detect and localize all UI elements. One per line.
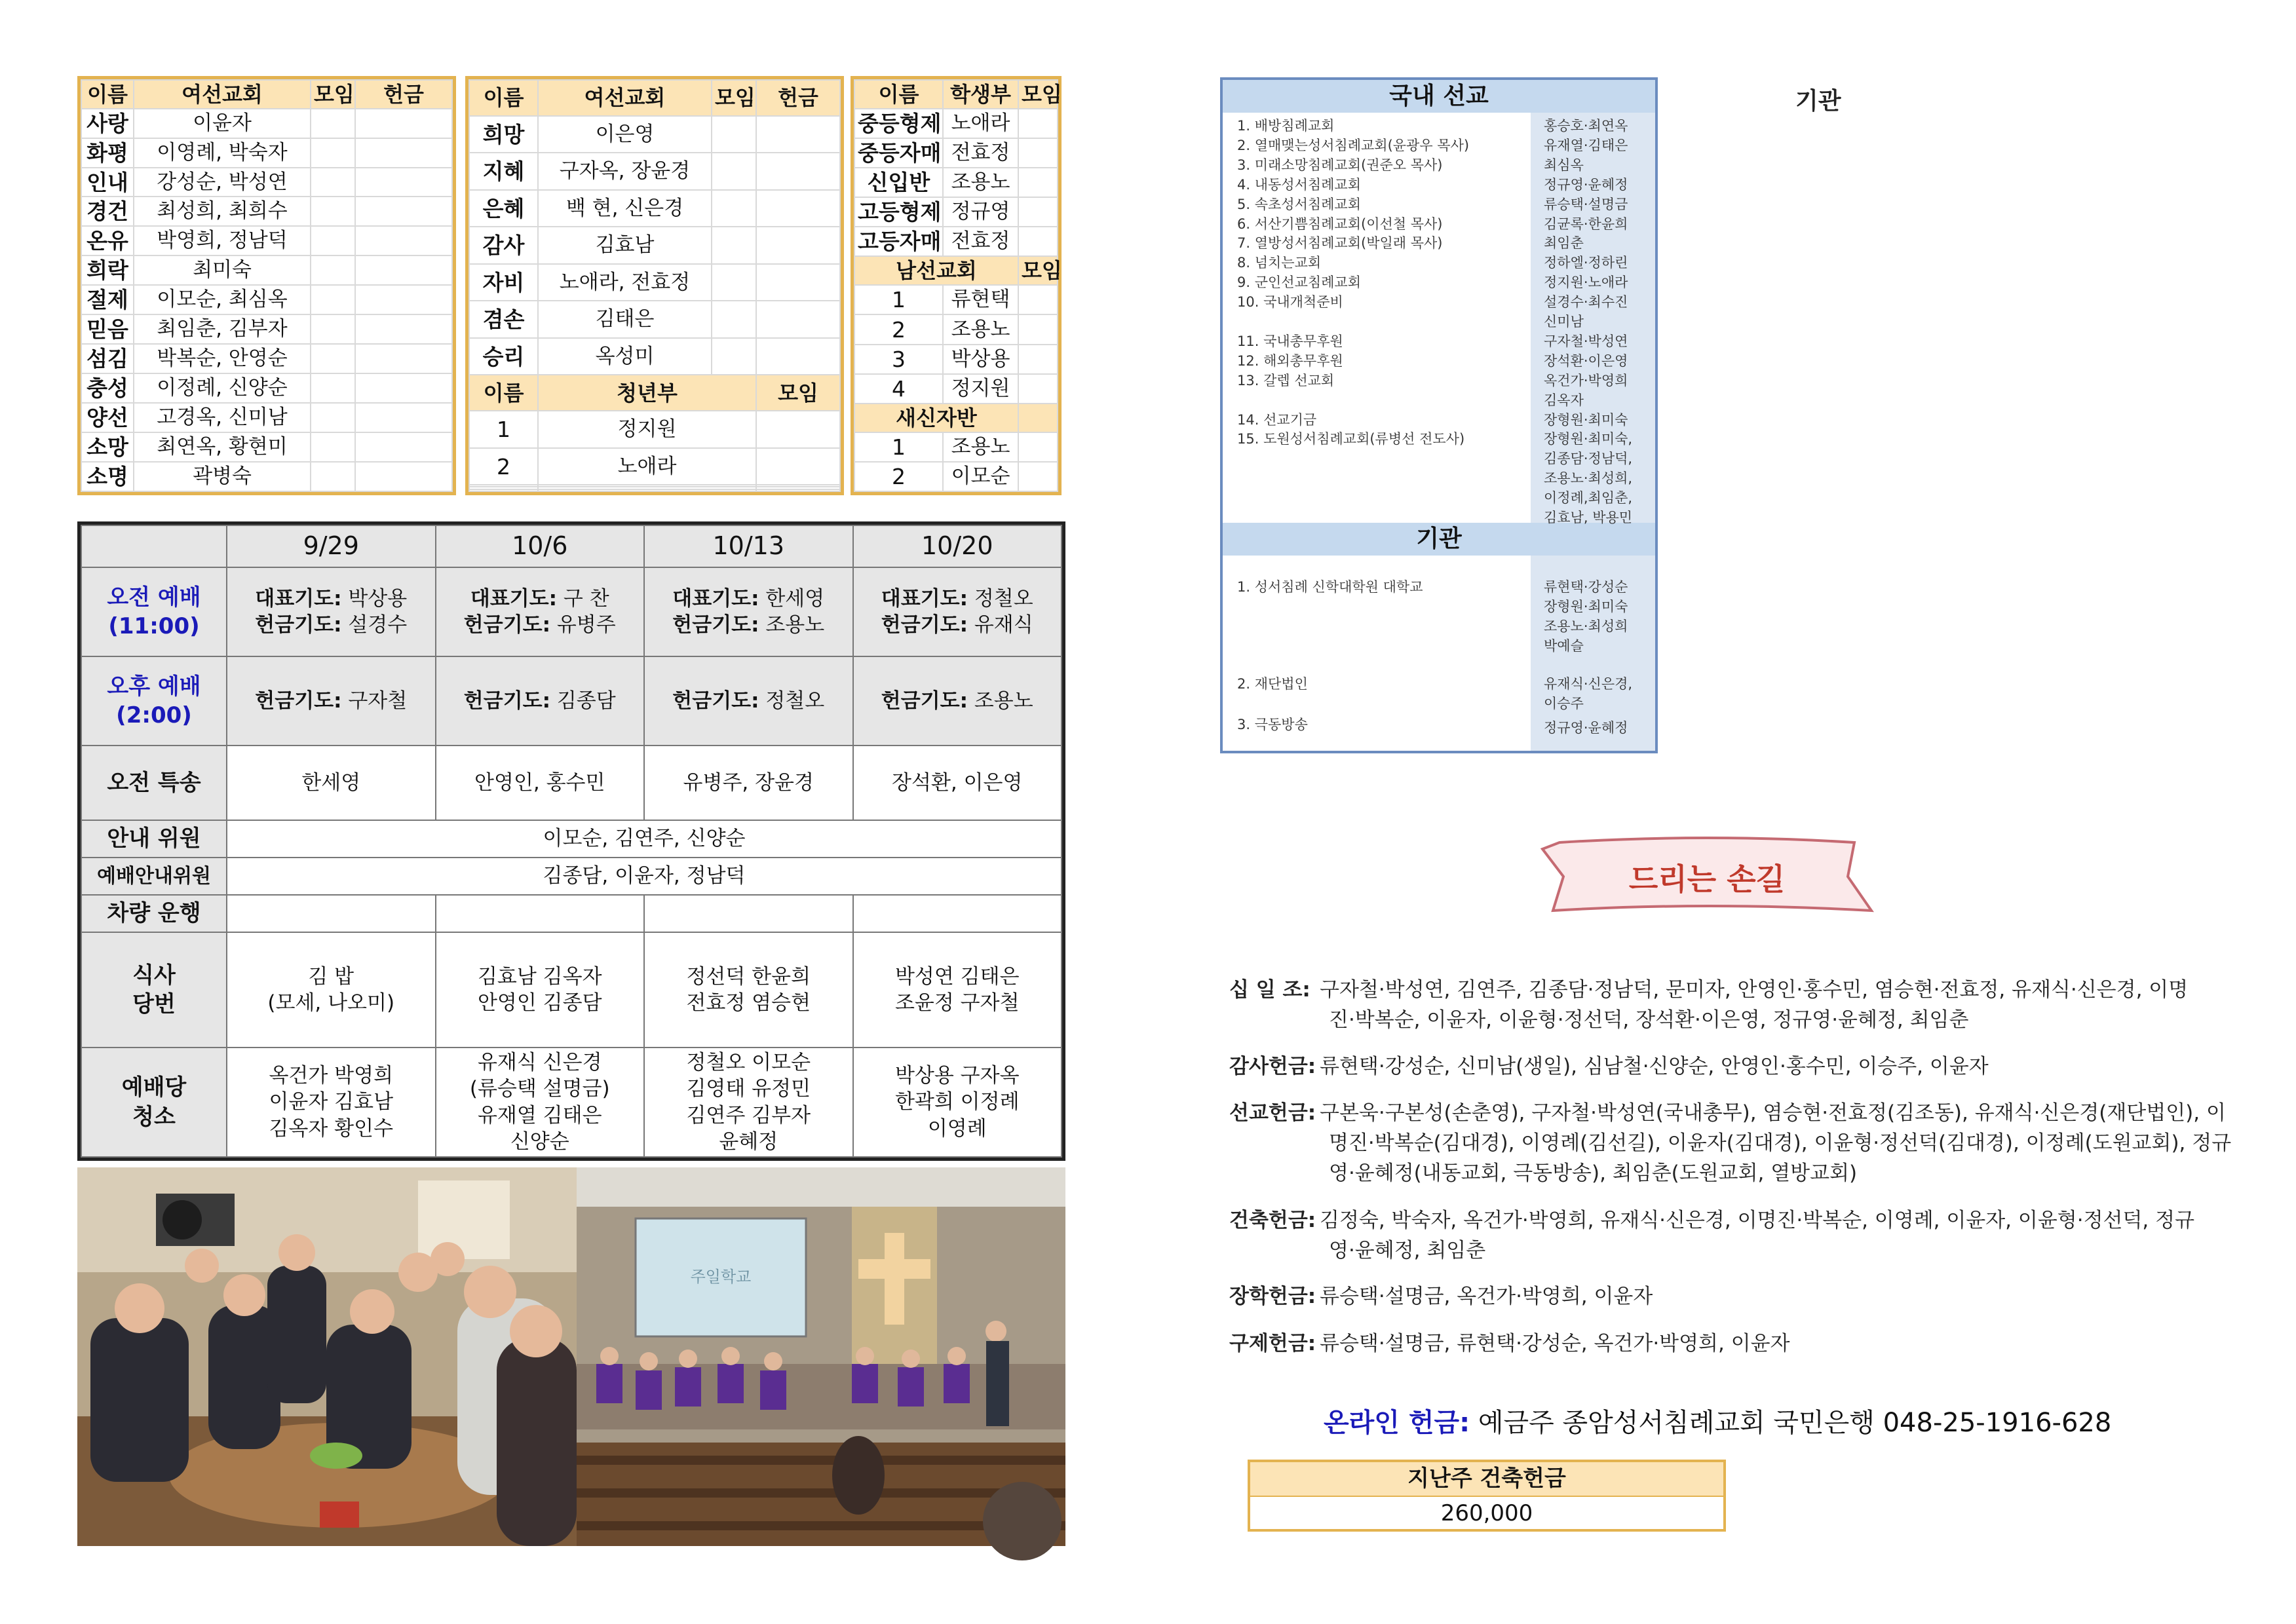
table-row bbox=[854, 345, 1058, 374]
offering-cell bbox=[355, 344, 452, 373]
members-cell: 곽병숙 bbox=[134, 462, 311, 491]
mission-donor: 유재열·김태은 bbox=[1544, 137, 1628, 153]
members-cell: 노애라, 전효정 bbox=[538, 264, 712, 301]
number-cell: 1 bbox=[469, 411, 538, 448]
offering-cell bbox=[756, 264, 840, 301]
col-header: 모임 bbox=[756, 375, 840, 411]
cleaning-cell: 박상용 구자옥 한곽희 이정례 이영례 bbox=[853, 1048, 1062, 1157]
group-name-cell: 절제 bbox=[81, 285, 134, 314]
car-cell bbox=[227, 895, 436, 932]
table-row bbox=[81, 462, 452, 491]
building-offering-title: 지난주 건축헌금 bbox=[1250, 1462, 1723, 1497]
meeting-cell bbox=[756, 448, 840, 485]
col-header: 새신자반 bbox=[854, 404, 1018, 432]
members-cell bbox=[538, 489, 756, 491]
mission-item: 7. 열방성서침례교회(박일래 목사) bbox=[1237, 235, 1443, 252]
meeting-cell bbox=[1018, 374, 1058, 404]
table-row bbox=[81, 197, 452, 226]
guide-cell: 김종담, 이윤자, 정남덕 bbox=[227, 858, 1062, 895]
members-cell: 이모순, 최심옥 bbox=[134, 285, 311, 314]
table-row bbox=[469, 301, 840, 338]
meeting-cell bbox=[1018, 197, 1058, 227]
institution-item: 2. 재단법인 bbox=[1237, 676, 1308, 692]
institution-item: 1. 성서침례 신학대학원 대학교 bbox=[1237, 579, 1423, 595]
table-row bbox=[81, 138, 452, 168]
table-row bbox=[469, 153, 840, 190]
col-header: 헌금 bbox=[756, 80, 840, 116]
class-name-cell: 중등자매 bbox=[854, 138, 943, 168]
mission-item: 2. 열매맺는성서침례교회(윤광우 목사) bbox=[1237, 137, 1470, 153]
offering-type-label: 감사헌금: bbox=[1229, 1055, 1316, 1078]
cleaning-label: 예배당 청소 bbox=[81, 1048, 227, 1157]
col-header: 여선교회 bbox=[134, 80, 311, 109]
meeting-cell bbox=[1018, 109, 1058, 138]
members-cell: 박상용 bbox=[943, 345, 1018, 374]
am-prayer-cell: 대표기도: 박상용 헌금기도: 설경수 bbox=[227, 567, 436, 656]
mission-donor: 이정례,최임춘, bbox=[1544, 490, 1633, 506]
group-name-cell: 지혜 bbox=[469, 153, 538, 190]
offering-cell bbox=[355, 109, 452, 138]
institution-donor: 유재식·신은경, bbox=[1544, 676, 1633, 692]
group-name-cell: 승리 bbox=[469, 338, 538, 375]
group-name-cell: 감사 bbox=[469, 227, 538, 264]
group-name-cell: 인내 bbox=[81, 168, 134, 197]
offering-cell bbox=[355, 197, 452, 226]
table-row bbox=[81, 109, 452, 138]
cleaning-cell: 정철오 이모순 김영태 유정민 김연주 김부자 윤혜정 bbox=[644, 1048, 853, 1157]
members-cell: 노애라 bbox=[538, 448, 756, 485]
group-name-cell: 소망 bbox=[81, 432, 134, 462]
student-table bbox=[851, 76, 1062, 495]
number-cell: 2 bbox=[854, 314, 943, 344]
am-service-label: 오전 예배 (11:00) bbox=[81, 567, 227, 656]
meeting-cell bbox=[712, 153, 756, 190]
teacher-cell: 노애라 bbox=[943, 109, 1018, 138]
members-cell: 정지원 bbox=[943, 374, 1018, 404]
mission-item: 12. 해외총무후원 bbox=[1237, 352, 1343, 369]
table-row bbox=[854, 314, 1058, 344]
mission-item: 5. 속초성서침례교회 bbox=[1237, 196, 1361, 212]
col-header: 모임 bbox=[712, 80, 756, 116]
offering-ribbon bbox=[1540, 837, 1874, 916]
members-cell: 이정례, 신양순 bbox=[134, 373, 311, 403]
institution-donor: 박예슬 bbox=[1544, 638, 1584, 654]
special-cell: 한세영 bbox=[227, 746, 436, 820]
mission-donor: 조용노·최성희, bbox=[1544, 470, 1633, 487]
members-cell: 김태은 bbox=[538, 301, 712, 338]
group-name-cell: 섬김 bbox=[81, 344, 134, 373]
col-header: 이름 bbox=[469, 80, 538, 116]
table-row bbox=[854, 227, 1058, 256]
meeting-cell bbox=[1018, 432, 1058, 462]
mission-item: 11. 국내총무후원 bbox=[1237, 333, 1343, 349]
sunday-school-photo bbox=[577, 1167, 1065, 1546]
group-photo bbox=[77, 1167, 577, 1546]
table-row bbox=[854, 197, 1058, 227]
online-offering-label: 온라인 헌금 bbox=[1324, 1408, 1460, 1438]
meeting-cell bbox=[712, 227, 756, 264]
table-row bbox=[81, 432, 452, 462]
members-cell: 박영희, 정남덕 bbox=[134, 226, 311, 255]
meeting-cell bbox=[712, 338, 756, 375]
institution-donor: 류현택·강성순 bbox=[1544, 579, 1628, 595]
am-prayer-cell: 대표기도: 한세영 헌금기도: 조용노 bbox=[644, 567, 853, 656]
offering-donors: 구본욱·구본성(손춘영), 구자철·박성연(국내총무), 염승현·전효정(김조동), 유재식·신은경(재단법인), 이 bbox=[1320, 1101, 2226, 1125]
offering-cell bbox=[756, 227, 840, 264]
meeting-cell bbox=[311, 344, 355, 373]
offering-cell bbox=[756, 301, 840, 338]
meeting-cell bbox=[712, 116, 756, 153]
institution-item: 3. 극동방송 bbox=[1237, 717, 1308, 732]
class-name-cell: 고등자매 bbox=[854, 227, 943, 256]
meeting-cell bbox=[1018, 227, 1058, 256]
number-cell: 1 bbox=[854, 432, 943, 462]
members-cell: 박복순, 안영순 bbox=[134, 344, 311, 373]
meeting-cell bbox=[1018, 285, 1058, 314]
meal-label: 식사 당번 bbox=[81, 932, 227, 1048]
members-cell: 옥성미 bbox=[538, 338, 712, 375]
col-header: 이름 bbox=[81, 80, 134, 109]
offering-type-label: 건축헌금: bbox=[1229, 1209, 1316, 1232]
table-row bbox=[854, 168, 1058, 197]
mission-donor: 정하엘·정하린 bbox=[1544, 255, 1628, 271]
mission-item: 10. 국내개척준비 bbox=[1237, 294, 1343, 311]
members-cell: 이은영 bbox=[538, 116, 712, 153]
car-cell bbox=[644, 895, 853, 932]
number-cell: 2 bbox=[469, 448, 538, 485]
table-row bbox=[854, 462, 1058, 491]
mission-donor: 구자철·박성연 bbox=[1544, 333, 1628, 349]
offering-cell bbox=[355, 168, 452, 197]
meeting-cell bbox=[311, 197, 355, 226]
car-cell bbox=[436, 895, 645, 932]
mission-donor: 신미남 bbox=[1544, 314, 1584, 330]
table-row bbox=[81, 226, 452, 255]
members-cell: 이영례, 박숙자 bbox=[134, 138, 311, 168]
members-cell: 이윤자 bbox=[134, 109, 311, 138]
mission-item: 4. 내동성서침례교회 bbox=[1237, 176, 1361, 193]
meeting-cell bbox=[311, 255, 355, 285]
col-header bbox=[1018, 404, 1058, 432]
meal-cell: 박성연 김태은 조윤정 구자철 bbox=[853, 932, 1062, 1048]
members-cell: 최임춘, 김부자 bbox=[134, 314, 311, 344]
table-row bbox=[469, 489, 840, 491]
members-cell: 최미숙 bbox=[134, 255, 311, 285]
col-header: 이름 bbox=[469, 375, 538, 411]
meal-cell: 김 밥 (모세, 나오미) bbox=[227, 932, 436, 1048]
institution-donor: 정규영·윤혜정 bbox=[1544, 720, 1628, 736]
table-row bbox=[854, 109, 1058, 138]
offering-type-label: 십 일 조: bbox=[1229, 978, 1311, 1002]
online-offering: 온라인 헌금: 예금주 종암성서침례교회 국민은행 048-25-1916-628 bbox=[1324, 1408, 2112, 1438]
table-row bbox=[854, 285, 1058, 314]
mission-donor: 최심옥 bbox=[1544, 157, 1584, 173]
newcomer-header-row bbox=[854, 404, 1058, 432]
mission-donor: 김효남, 박용민 bbox=[1544, 510, 1633, 525]
col-header: 여선교회 bbox=[538, 80, 712, 116]
special-cell: 유병주, 장윤경 bbox=[644, 746, 853, 820]
table-row bbox=[854, 138, 1058, 168]
mission-donor: 옥건가·박영희 bbox=[1544, 372, 1628, 388]
teacher-cell: 정규영 bbox=[943, 197, 1018, 227]
group-name-cell: 충성 bbox=[81, 373, 134, 403]
members-cell: 류현택 bbox=[943, 285, 1018, 314]
mission-donor: 장형원·최미숙 bbox=[1544, 411, 1628, 428]
meeting-cell bbox=[311, 109, 355, 138]
group-name-cell: 화평 bbox=[81, 138, 134, 168]
group-name-cell: 경건 bbox=[81, 197, 134, 226]
table-row bbox=[854, 374, 1058, 404]
number-cell: 3 bbox=[854, 345, 943, 374]
group-name-cell: 믿음 bbox=[81, 314, 134, 344]
mission-donor: 김옥자 bbox=[1544, 392, 1584, 408]
table-row bbox=[469, 227, 840, 264]
table-row bbox=[81, 168, 452, 197]
col-header: 헌금 bbox=[355, 80, 452, 109]
am-prayer-cell: 대표기도: 구 찬 헌금기도: 유병주 bbox=[436, 567, 645, 656]
table-row bbox=[854, 432, 1058, 462]
offering-type-label: 장학헌금: bbox=[1229, 1285, 1316, 1308]
mission-item: 3. 미래소망침례교회(권준오 목사) bbox=[1237, 157, 1443, 173]
offering-donors: 류현택·강성순, 신미남(생일), 심남철·신양순, 안영인·홍수민, 이승주, 이윤자 bbox=[1320, 1055, 1989, 1078]
teacher-cell: 전효정 bbox=[943, 138, 1018, 168]
mission-item: 8. 넘치는교회 bbox=[1237, 255, 1322, 271]
offering-type-label: 선교헌금: bbox=[1229, 1101, 1316, 1125]
women-mission-table bbox=[77, 76, 456, 495]
members-cell: 정지원 bbox=[538, 411, 756, 448]
meeting-cell bbox=[756, 489, 840, 491]
meeting-cell bbox=[1018, 462, 1058, 491]
col-header: 모임 bbox=[1018, 80, 1058, 109]
col-header: 이름 bbox=[854, 80, 943, 109]
number-cell: 1 bbox=[854, 285, 943, 314]
meeting-cell bbox=[311, 462, 355, 491]
col-header: 남선교회 bbox=[854, 256, 1018, 285]
offering-cell bbox=[355, 285, 452, 314]
members-cell: 이모순 bbox=[943, 462, 1018, 491]
offering-cell bbox=[756, 190, 840, 227]
youth-header-row bbox=[469, 375, 840, 411]
offering-cell bbox=[355, 138, 452, 168]
offering-cell bbox=[355, 314, 452, 344]
meeting-cell bbox=[311, 373, 355, 403]
pm-prayer-cell: 헌금기도: 김종담 bbox=[436, 656, 645, 746]
offering-cell bbox=[756, 338, 840, 375]
meeting-cell bbox=[1018, 345, 1058, 374]
members-cell: 최성희, 최희수 bbox=[134, 197, 311, 226]
group-name-cell: 겸손 bbox=[469, 301, 538, 338]
class-name-cell: 중등형제 bbox=[854, 109, 943, 138]
meeting-cell bbox=[311, 168, 355, 197]
usher-label: 안내 위원 bbox=[81, 820, 227, 858]
offering-donors: 류승택·설명금, 옥건가·박영희, 이윤자 bbox=[1320, 1285, 1653, 1308]
mission-item: 1. 배방침례교회 bbox=[1237, 118, 1335, 134]
institution-header: 기관 bbox=[1223, 523, 1655, 556]
mission-donor: 최임춘 bbox=[1544, 235, 1584, 252]
offering-cell bbox=[756, 116, 840, 153]
col-header: 청년부 bbox=[538, 375, 756, 411]
top-right-label: 기관 bbox=[1795, 88, 1841, 115]
table-row bbox=[81, 373, 452, 403]
mission-item: 15. 도원성서침례교회(류병선 전도사) bbox=[1237, 431, 1465, 447]
meeting-cell bbox=[311, 403, 355, 432]
number-cell bbox=[469, 489, 538, 491]
corner-cell bbox=[81, 525, 227, 567]
group-name-cell: 은혜 bbox=[469, 190, 538, 227]
table-row bbox=[469, 190, 840, 227]
offering-cell bbox=[355, 255, 452, 285]
class-name-cell: 고등형제 bbox=[854, 197, 943, 227]
meal-cell: 김효남 김옥자 안영인 김종담 bbox=[436, 932, 645, 1048]
car-cell bbox=[853, 895, 1062, 932]
class-name-cell: 신입반 bbox=[854, 168, 943, 197]
meeting-cell bbox=[1018, 138, 1058, 168]
mission-donor: 김종담·정남덕, bbox=[1544, 451, 1633, 467]
table-row bbox=[81, 285, 452, 314]
projector-banner: 주일학교 bbox=[690, 1268, 752, 1286]
institution-donor: 조용노·최성희 bbox=[1544, 618, 1628, 634]
offering-cell bbox=[355, 403, 452, 432]
offering-donors: 김정숙, 박숙자, 옥건가·박영희, 유재식·신은경, 이명진·박복순, 이영례, 이윤자, 이윤형·정선덕, 정규 bbox=[1320, 1209, 2195, 1232]
building-offering-box bbox=[1248, 1460, 1726, 1532]
domestic-mission-header: 국내 선교 bbox=[1223, 80, 1655, 113]
meeting-cell bbox=[1018, 168, 1058, 197]
online-offering-account: 예금주 종암성서침례교회 국민은행 048-25-1916-628 bbox=[1478, 1408, 2112, 1438]
special-music-label: 오전 특송 bbox=[81, 746, 227, 820]
institution-donor: 이승주 bbox=[1544, 696, 1584, 711]
mission-item: 6. 서산기쁨침례교회(이선철 목사) bbox=[1237, 216, 1443, 232]
offering-donors: 진·박복순, 이윤자, 이윤형·정선덕, 장석환·이은영, 정규영·윤혜정, 최임춘 bbox=[1329, 1008, 1969, 1032]
offering-cell bbox=[355, 373, 452, 403]
mission-donor: 홍승호·최연옥 bbox=[1544, 118, 1628, 134]
meeting-cell bbox=[712, 190, 756, 227]
mission-donor: 김균록·한윤희 bbox=[1544, 216, 1628, 232]
mission-item: 9. 군인선교침례교회 bbox=[1237, 274, 1361, 291]
meal-cell: 정선덕 한윤희 전효정 염승현 bbox=[644, 932, 853, 1048]
service-schedule-table bbox=[77, 521, 1065, 1161]
meeting-cell bbox=[311, 226, 355, 255]
pm-prayer-cell: 헌금기도: 구자철 bbox=[227, 656, 436, 746]
teacher-cell: 전효정 bbox=[943, 227, 1018, 256]
table-row bbox=[469, 411, 840, 448]
group-name-cell: 소명 bbox=[81, 462, 134, 491]
special-cell: 장석환, 이은영 bbox=[853, 746, 1062, 820]
cleaning-cell: 옥건가 박영희 이윤자 김효남 김옥자 황인수 bbox=[227, 1048, 436, 1157]
mission-donor: 정규영·윤혜정 bbox=[1544, 176, 1628, 193]
members-cell: 백 현, 신은경 bbox=[538, 190, 712, 227]
table-row bbox=[81, 255, 452, 285]
col-header: 모임 bbox=[1018, 256, 1058, 285]
members-cell: 구자옥, 장윤경 bbox=[538, 153, 712, 190]
members-cell: 김효남 bbox=[538, 227, 712, 264]
am-prayer-cell: 대표기도: 정철오 헌금기도: 유재식 bbox=[853, 567, 1062, 656]
date-header: 9/29 bbox=[227, 525, 436, 567]
number-cell: 2 bbox=[854, 462, 943, 491]
pm-prayer-cell: 헌금기도: 정철오 bbox=[644, 656, 853, 746]
members-cell: 조용노 bbox=[943, 432, 1018, 462]
table-row bbox=[81, 403, 452, 432]
cleaning-cell: 유재식 신은경 (류승택 설명금) 유재열 김태은 신양순 bbox=[436, 1048, 645, 1157]
table-row bbox=[469, 264, 840, 301]
table-row bbox=[469, 116, 840, 153]
meeting-cell bbox=[311, 285, 355, 314]
meeting-cell bbox=[311, 138, 355, 168]
table-row bbox=[81, 344, 452, 373]
mission-donor: 장석환·이은영 bbox=[1544, 352, 1628, 369]
offering-donors: 영·윤혜정(내동교회, 극동방송), 최임춘(도원교회, 열방교회) bbox=[1329, 1161, 1858, 1185]
mission-donor: 정지원·노애라 bbox=[1544, 274, 1628, 291]
members-cell: 강성순, 박성연 bbox=[134, 168, 311, 197]
men-header-row bbox=[854, 256, 1058, 285]
pm-prayer-cell: 헌금기도: 조용노 bbox=[853, 656, 1062, 746]
offering-donors: 구자철·박성연, 김연주, 김종담·정남덕, 문미자, 안영인·홍수민, 염승현·전효정, 유재식·신은경, 이명 bbox=[1320, 978, 2189, 1002]
pm-service-label: 오후 예배 (2:00) bbox=[81, 656, 227, 746]
table-row bbox=[81, 314, 452, 344]
col-header: 학생부 bbox=[943, 80, 1018, 109]
date-header: 10/20 bbox=[853, 525, 1062, 567]
group-name-cell: 사랑 bbox=[81, 109, 134, 138]
meeting-cell bbox=[712, 264, 756, 301]
offering-title: 드리는 손길 bbox=[1628, 861, 1786, 897]
guide-label: 예배안내위원 bbox=[81, 858, 227, 895]
group-name-cell: 양선 bbox=[81, 403, 134, 432]
table-row bbox=[469, 338, 840, 375]
offering-donors: 명진·박복순(김대경), 이영례(김선길), 이윤자(김대경), 이윤형·정선덕(김대경), 이정례(도원교회), 정규 bbox=[1329, 1131, 2232, 1155]
car-label: 차량 운행 bbox=[81, 895, 227, 932]
women-mission-table-2 bbox=[465, 76, 844, 495]
members-cell: 최연옥, 황현미 bbox=[134, 432, 311, 462]
mission-donor: 장형원·최미숙, bbox=[1544, 431, 1633, 447]
group-name-cell: 온유 bbox=[81, 226, 134, 255]
institution-donor: 장형원·최미숙 bbox=[1544, 599, 1628, 614]
mission-item: 14. 선교기금 bbox=[1237, 411, 1317, 428]
offering-type-label: 구제헌금: bbox=[1229, 1332, 1316, 1355]
group-name-cell: 자비 bbox=[469, 264, 538, 301]
meeting-cell bbox=[756, 411, 840, 448]
date-header: 10/6 bbox=[436, 525, 645, 567]
teacher-cell: 조용노 bbox=[943, 168, 1018, 197]
table-row bbox=[469, 448, 840, 485]
col-header: 모임 bbox=[311, 80, 355, 109]
meeting-cell bbox=[712, 301, 756, 338]
offering-cell bbox=[355, 226, 452, 255]
meeting-cell bbox=[311, 314, 355, 344]
usher-cell: 이모순, 김연주, 신양순 bbox=[227, 820, 1062, 858]
number-cell: 4 bbox=[854, 374, 943, 404]
special-cell: 안영인, 홍수민 bbox=[436, 746, 645, 820]
offering-cell bbox=[355, 432, 452, 462]
offering-cell bbox=[355, 462, 452, 491]
meeting-cell bbox=[311, 432, 355, 462]
offering-donors: 영·윤혜정, 최임춘 bbox=[1329, 1239, 1486, 1262]
building-offering-amount: 260,000 bbox=[1440, 1500, 1533, 1526]
domestic-mission-panel bbox=[1220, 77, 1658, 753]
members-cell: 조용노 bbox=[943, 314, 1018, 344]
offering-cell bbox=[756, 153, 840, 190]
mission-donor: 설경수·최수진 bbox=[1544, 294, 1628, 311]
group-name-cell: 희망 bbox=[469, 116, 538, 153]
offering-donors: 류승택·설명금, 류현택·강성순, 옥건가·박영희, 이윤자 bbox=[1320, 1332, 1790, 1355]
mission-donor: 류승택·설명금 bbox=[1544, 196, 1628, 212]
members-cell: 고경옥, 신미남 bbox=[134, 403, 311, 432]
mission-item: 13. 갈렙 선교회 bbox=[1237, 372, 1335, 388]
group-name-cell: 희락 bbox=[81, 255, 134, 285]
date-header: 10/13 bbox=[644, 525, 853, 567]
meeting-cell bbox=[1018, 314, 1058, 344]
